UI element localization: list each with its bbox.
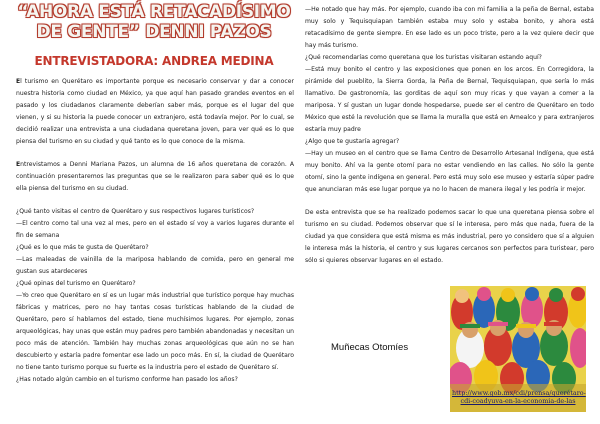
qa-block-5 xyxy=(305,52,594,136)
qa-block-3 xyxy=(16,278,294,374)
qa-block-1 xyxy=(16,206,294,242)
question: ¿Qué recomendarías como queretana que los turistas visitaran estando aquí? xyxy=(305,54,542,61)
question: ¿Has notado algún cambio en el turismo conforme han pasado los años? xyxy=(16,376,238,383)
article-title: “AHORA ESTÁ RETACADÍSIMO DE GENTE” DENNI PAZOS xyxy=(17,2,291,42)
source-link[interactable]: http://www.gob.mx/cdi/prensa/querétaro-cdi-coadyuva-en-la-economia-de-las xyxy=(452,389,586,405)
interviewer-label: ENTREVISTADORA: ANDREA MEDINA xyxy=(34,54,274,68)
question: ¿Algo que te gustaría agregar? xyxy=(305,138,400,145)
answer: —Yo creo que Querétaro en sí es un lugar más industrial que turístico porque hay muchas fábricas y matrices, pero no hay tantas cosas turísticas hablando de la ciudad de Querétaro, pero sí hablamos del estado, tiene muchísimos lugares. Por ejemplo, zonas arqueológicas, hay unas que están muy padres pero también abandonadas y necesitan un poco más de atención. También hay muchas zonas arqueológicas que aún no se han descubierto y estaría padre fomentar ese lado un poco más. En sí, la ciudad de Querétaro no tiene tanto turismo porque su fuerte es la industria pero el estado de Querétaro sí. xyxy=(16,292,294,371)
drop-cap: E xyxy=(16,78,21,85)
answer: —El centro como tal una vez al mes, pero en el estado sí voy a varios lugares durante el fin de semana xyxy=(16,220,294,239)
answer: —Las maleadas de vainilla de la mariposa hablando de comida, pero en general me gustan sus atardeceres xyxy=(16,256,294,275)
question: ¿Qué opinas del turismo en Querétaro? xyxy=(16,280,136,287)
right-column xyxy=(305,4,594,278)
left-column xyxy=(16,76,294,397)
figure-caption: Muñecas Otomíes xyxy=(331,342,409,353)
answer: —Está muy bonito el centro y las exposiciones que ponen en los arcos. En Corregidora, la pirámide del pueblito, la Sierra Gorda, la Peña de Bernal, Tequisquiapan, que sería lo más llamativo. De gastronomía, las gorditas de aquí son muy ricas y que vayan a comer a la mariposa. Y sí gustan un lugar donde hospedarse, puede ser el centro de Querétaro en todo México que esté la revolución que se llama la muralla que está en Amealco y para extranjeros estaría muy padre xyxy=(305,66,594,133)
interview-intro-text: ntrevistamos a Denni Mariana Pazos, un alumna de 16 años queretana de corazón. A continuación presentaremos las preguntas que se le realizaron para saber qué es lo que ella piensa del turismo en su ciudad. xyxy=(16,161,294,192)
answer: —Hay un museo en el centro que se llama Centro de Desarrollo Artesanal Indígena, que está muy bonito. Ahí va la gente otomí para no estar vendiendo en las calles. No sólo la gente otomí, sino la gente indígena en general. Pero está muy solo ese museo y estaría súper padre que anunciaran más ese lugar porque ya no lo hacen de manera ilegal y les podría ir mejor. xyxy=(305,150,594,193)
question: ¿Qué tanto visitas el centro de Querétaro y sus respectivos lugares turísticos? xyxy=(16,208,255,215)
closing-paragraph: De esta entrevista que se ha realizado podemos sacar lo que una queretana piensa sobre el turismo en su ciudad. Podemos observar que sí le interesa, pero más que nada, fuera de la ciudad ya que considera que está misma es más industrial, pero yo considero que sí a alguien le interesa más la historia, el centro y sus lugares cercanos son perfectos para turistear, pero sólo si quieres observar lugares en el estado. xyxy=(305,209,594,264)
answer: —He notado que hay más. Por ejemplo, cuando iba con mi familia a la peña de Bernal, estaba muy solo y Tequisquiapan también estaba muy solo y estaba bonito, y ahora está retacadísimo de gente siempre. En ese lado es un poco triste, pero a la vez quiere decir que hay más turismo. xyxy=(305,6,594,49)
intro-paragraph xyxy=(16,76,294,148)
qa-block-2 xyxy=(16,242,294,278)
qa-block-6 xyxy=(305,136,594,196)
qa-block-4-answer xyxy=(305,4,594,52)
qa-block-4 xyxy=(16,374,294,386)
interview-intro-paragraph xyxy=(16,159,294,195)
intro-text: l turismo en Querétaro es importante porque es necesario conservar y dar a conocer nuestra historia como ciudad en México, ya que aquí han pasado grandes eventos en el pasado y los ciudadanos claramente deberían saber más, porque es el lugar del que vienen, y si su historia la puede conocer un extranjero, está todavía mejor. Por lo cual, se decidió realizar una entrevista a una ciudadana queretana joven, para ver qué es lo que piensa del turismo en su ciudad y qué tanto es lo que conoce de la misma. xyxy=(16,78,294,145)
question: ¿Qué es lo que más te gusta de Querétaro? xyxy=(16,244,149,251)
drop-cap: E xyxy=(16,161,21,168)
